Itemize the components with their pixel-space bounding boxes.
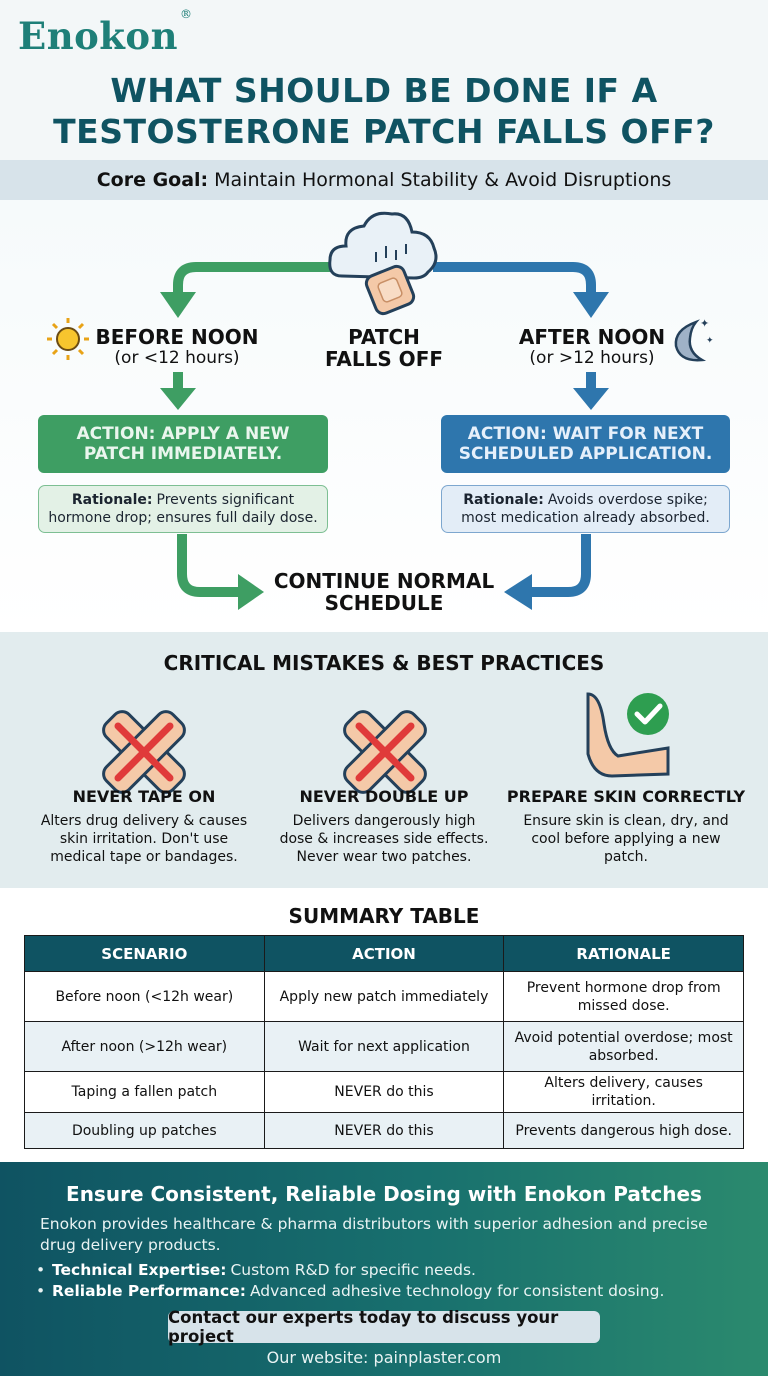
- bullet-label: Technical Expertise:: [52, 1261, 227, 1279]
- before-noon-rationale: [38, 485, 328, 533]
- practice-line: patch.: [604, 849, 648, 865]
- after-noon-title: AFTER NOON: [518, 325, 666, 349]
- arrow-before-to-continue: [182, 534, 242, 592]
- bullet-text: Custom R&D for specific needs.: [230, 1261, 476, 1279]
- column-header: SCENARIO: [25, 936, 265, 972]
- arrowhead-before-action: [160, 388, 196, 410]
- core-goal-text: Maintain Hormonal Stability & Avoid Disruptions: [214, 169, 672, 191]
- table-row: [25, 972, 744, 1022]
- before-action-line-2: PATCH IMMEDIATELY.: [83, 444, 283, 464]
- arrowhead-after-noon: [573, 292, 609, 318]
- table-row: [25, 1022, 744, 1072]
- practice-line: Ensure skin is clean, dry, and: [523, 813, 729, 829]
- arrowhead-continue-left: [238, 574, 264, 610]
- arm-check-icon: [588, 693, 669, 776]
- crossed-bandage-icon: [99, 707, 188, 796]
- practice-never-double: [259, 787, 509, 866]
- registered-mark: ®: [180, 6, 193, 21]
- title-line-1: WHAT SHOULD BE DONE IF A: [110, 71, 658, 110]
- before-noon-action: [38, 415, 328, 473]
- table-cell: After noon (>12h wear): [25, 1022, 265, 1072]
- practice-line: Alters drug delivery & causes: [40, 813, 248, 829]
- cloud-patch-icon: [330, 213, 436, 316]
- footer-banner: [0, 1162, 768, 1376]
- column-header: ACTION: [264, 936, 504, 972]
- table-cell: Taping a fallen patch: [25, 1072, 265, 1113]
- after-noon-rationale: [441, 485, 730, 533]
- arrow-after-to-continue: [528, 534, 586, 592]
- table-cell: Prevent hormone drop from missed dose.: [504, 972, 744, 1022]
- after-noon-subtitle: (or >12 hours): [529, 348, 655, 368]
- after-action-line-2: SCHEDULED APPLICATION.: [458, 444, 713, 464]
- svg-text:✦: ✦: [706, 336, 714, 346]
- table-cell: Apply new patch immediately: [264, 972, 504, 1022]
- bullet-reliable-performance: [52, 1281, 742, 1302]
- arrow-to-after-noon: [433, 267, 591, 296]
- table-cell: Before noon (<12h wear): [25, 972, 265, 1022]
- summary-table: [24, 935, 744, 1149]
- title-line-2: TESTOSTERONE PATCH FALLS OFF?: [53, 112, 715, 151]
- arrowhead-continue-right: [504, 574, 532, 610]
- bullet-label: Reliable Performance:: [52, 1282, 246, 1300]
- flowchart-connectors: [0, 0, 768, 632]
- practice-title: PREPARE SKIN CORRECTLY: [506, 787, 746, 806]
- table-cell: Doubling up patches: [25, 1113, 265, 1149]
- before-rationale-line-1: Prevents significant: [156, 492, 295, 508]
- arrowhead-before-noon: [160, 292, 196, 318]
- practice-title: NEVER DOUBLE UP: [299, 787, 469, 806]
- before-rationale-line-2: hormone drop; ensures full daily dose.: [48, 510, 318, 526]
- continue-normal-schedule: [264, 570, 504, 614]
- practice-line: dose & increases side effects.: [279, 831, 489, 847]
- table-row: [25, 1113, 744, 1149]
- practice-line: Delivers dangerously high: [292, 813, 476, 829]
- summary-section: [0, 888, 768, 1162]
- continue-line-1: CONTINUE NORMAL: [273, 569, 495, 593]
- table-cell: Avoid potential overdose; most absorbed.: [504, 1022, 744, 1072]
- practice-line: Never wear two patches.: [296, 849, 472, 865]
- practices-section: [0, 632, 768, 888]
- center-line-1: PATCH: [348, 325, 420, 349]
- before-action-line-1: ACTION: APPLY A NEW: [76, 424, 290, 444]
- after-action-line-1: ACTION: WAIT FOR NEXT: [467, 424, 704, 444]
- practice-prepare-skin: [501, 787, 751, 866]
- after-rationale-line-1: Avoids overdose spike;: [547, 492, 708, 508]
- arrowhead-after-action: [573, 388, 609, 410]
- bullet-text: Advanced adhesive technology for consistent dosing.: [249, 1282, 665, 1300]
- center-line-2: FALLS OFF: [324, 347, 444, 371]
- after-noon-action: [441, 415, 730, 473]
- footer-bullets: [52, 1260, 742, 1302]
- after-rationale-line-2: most medication already absorbed.: [461, 510, 710, 526]
- before-rationale-label: Rationale:: [71, 492, 153, 508]
- moon-icon: [676, 317, 714, 360]
- after-rationale-label: Rationale:: [463, 492, 544, 508]
- website-link[interactable]: Our website: painplaster.com: [266, 1348, 502, 1367]
- table-cell: Wait for next application: [264, 1022, 504, 1072]
- sun-icon: [47, 318, 89, 360]
- practice-line: cool before applying a new: [531, 831, 721, 847]
- practice-line: medical tape or bandages.: [50, 849, 238, 865]
- table-cell: Prevents dangerous high dose.: [504, 1113, 744, 1149]
- practice-line: skin irritation. Don't use: [59, 831, 229, 847]
- table-cell: NEVER do this: [264, 1072, 504, 1113]
- svg-text:✦: ✦: [700, 317, 710, 330]
- continue-line-2: SCHEDULE: [324, 591, 444, 615]
- practice-title: NEVER TAPE ON: [72, 787, 216, 806]
- footer-description: Enokon provides healthcare & pharma distributors with superior adhesion and precise drug delivery products.: [40, 1215, 708, 1254]
- double-patch-icon: [340, 707, 429, 796]
- practice-never-tape: [19, 787, 269, 866]
- column-header: RATIONALE: [504, 936, 744, 972]
- table-row: [25, 1072, 744, 1113]
- contact-experts-button[interactable]: Contact our experts today to discuss your project: [168, 1311, 600, 1343]
- brand-name: Enokon: [18, 14, 178, 58]
- practices-heading: CRITICAL MISTAKES & BEST PRACTICES: [163, 651, 605, 675]
- center-patch-falls-off: [304, 326, 464, 370]
- arrow-to-before-noon: [178, 267, 335, 296]
- footer-heading: Ensure Consistent, Reliable Dosing with Enokon Patches: [66, 1182, 702, 1206]
- summary-heading: SUMMARY TABLE: [288, 904, 480, 928]
- core-goal-label: Core Goal:: [96, 169, 209, 191]
- table-cell: Alters delivery, causes irritation.: [504, 1072, 744, 1113]
- before-noon-title: BEFORE NOON: [95, 325, 259, 349]
- bullet-technical-expertise: [52, 1260, 742, 1281]
- before-noon-subtitle: (or <12 hours): [114, 348, 240, 368]
- table-cell: NEVER do this: [264, 1113, 504, 1149]
